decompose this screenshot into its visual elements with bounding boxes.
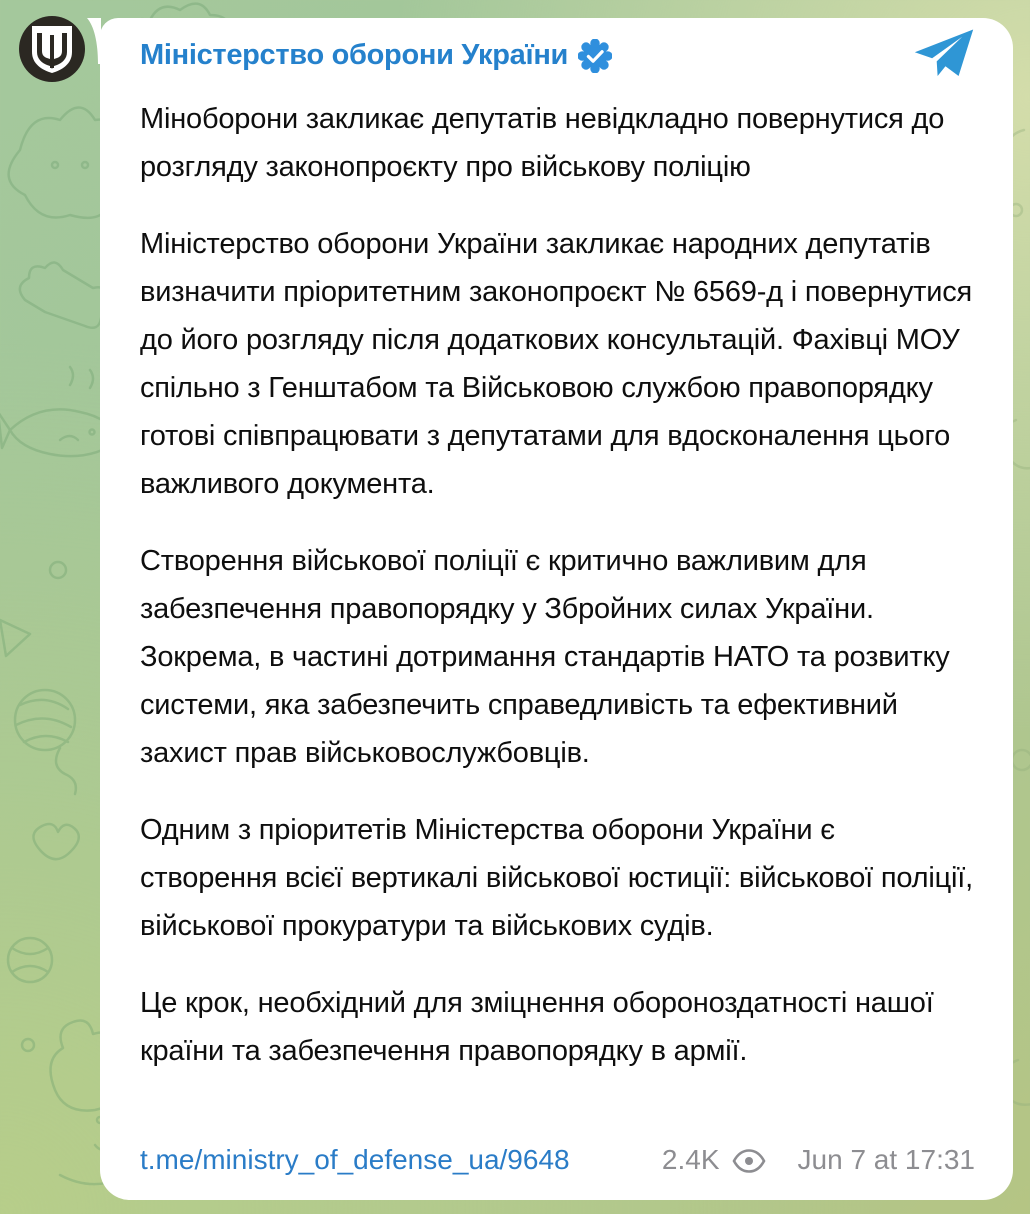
channel-avatar[interactable] <box>19 16 85 82</box>
verified-badge-icon <box>578 39 612 73</box>
channel-name[interactable]: Міністерство оборони України <box>140 38 569 71</box>
paragraph: Це крок, необхідний для зміцнення обороноздатності нашої країни та забезпечення правопорядку в армії. <box>140 987 934 1067</box>
timestamp: Jun 7 at 17:31 <box>797 1144 975 1175</box>
views-count: 2.4K <box>661 1144 720 1175</box>
doodle-heart <box>33 824 78 859</box>
message-text <box>140 82 975 1138</box>
telegram-paper-plane-icon[interactable] <box>913 27 975 83</box>
doodle-ball <box>8 938 52 982</box>
doodle-yarn-ball <box>15 690 75 750</box>
eye-icon <box>732 1149 766 1173</box>
message-header <box>140 32 975 78</box>
trident-shield-icon <box>29 24 75 74</box>
doodle-bone <box>20 262 110 327</box>
paragraph: Створення військової поліції є критично важливим для забезпечення правопорядку у Збройних силах України. Зокрема, в частині дотримання стандартів НАТО та розвитку системи, яка забезпечить справедливість та ефективний захист прав військовослужбовців. <box>140 545 950 769</box>
message-footer <box>140 1138 975 1182</box>
message-bubble <box>100 18 1013 1200</box>
paragraph: Міністерство оборони України закликає народних депутатів визначити пріоритетним законопроєкт № 6569-д і повернутися до його розгляду після додаткових консультацій. Фахівці МОУ спільно з Генштабом та Військовою службою правопорядку готові співпрацювати з депутатами для вдосконалення цього важливого документа. <box>140 228 973 500</box>
paragraph: Міноборони закликає депутатів невідкладно повернутися до розгляду законопроєкту про військову поліцію <box>140 103 945 183</box>
doodle-circle <box>50 562 66 578</box>
post-link[interactable]: t.me/ministry_of_defense_ua/9648 <box>140 1144 570 1175</box>
doodle-triangle <box>0 620 30 656</box>
bubble-tail <box>87 18 101 64</box>
paragraph: Одним з пріоритетів Міністерства оборони України є створення всієї вертикалі військової юстиції: військової поліції, військової прокуратури та військових судів. <box>140 814 973 942</box>
